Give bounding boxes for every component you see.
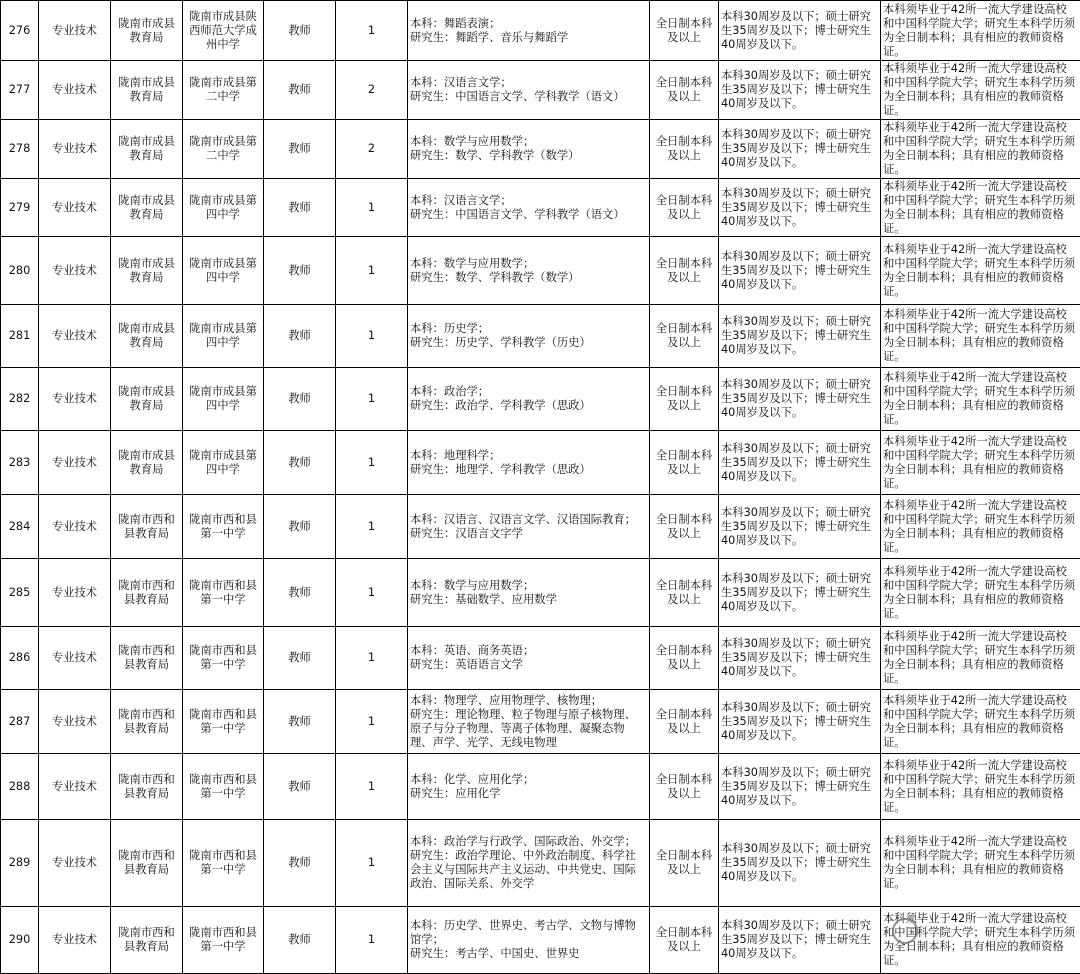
row-number: 282 [1, 368, 39, 431]
other-requirements: 本科须毕业于42所一流大学建设高校和中国科学院大学；研究生本科学历须为全日制本科；具有相应的教师资格证。 [881, 1, 1080, 61]
hiring-unit: 陇南市西和县第一中学 [183, 907, 264, 974]
age-requirement: 本科30周岁及以下；硕士研究生35周岁及以下；博士研究生40周岁及以下。 [719, 559, 881, 627]
table-row [1, 754, 1080, 820]
hiring-department: 陇南市成县教育局 [111, 237, 183, 305]
post-name: 教师 [264, 237, 336, 305]
other-requirements: 本科须毕业于42所一流大学建设高校和中国科学院大学；研究生本科学历须为全日制本科；具有相应的教师资格证。 [881, 559, 1080, 627]
table-row [1, 690, 1080, 754]
major-requirement: 本科：舞蹈表演； 研究生：舞蹈学、音乐与舞蹈学 [408, 1, 650, 61]
table-row [1, 368, 1080, 431]
hiring-unit: 陇南市成县陕西师范大学成州中学 [183, 1, 264, 61]
other-requirements: 本科须毕业于42所一流大学建设高校和中国科学院大学；研究生本科学历须为全日制本科；具有相应的教师资格证。 [881, 754, 1080, 820]
hiring-unit: 陇南市成县第四中学 [183, 368, 264, 431]
major-requirement: 本科：汉语言文学； 研究生：中国语言文学、学科教学（语文） [408, 179, 650, 237]
age-requirement: 本科30周岁及以下；硕士研究生35周岁及以下；博士研究生40周岁及以下。 [719, 237, 881, 305]
major-requirement: 本科：汉语言、汉语言文学、汉语国际教育； 研究生：汉语言文字学 [408, 495, 650, 559]
major-requirement: 本科：物理学、应用物理学、核物理； 研究生：理论物理、粒子物理与原子核物理、原子与分子物理、等离子体物理、凝聚态物理、声学、光学、无线电物理 [408, 690, 650, 754]
other-requirements: 本科须毕业于42所一流大学建设高校和中国科学院大学；研究生本科学历须为全日制本科；具有相应的教师资格证。 [881, 179, 1080, 237]
post-name: 教师 [264, 179, 336, 237]
post-name: 教师 [264, 820, 336, 907]
post-name: 教师 [264, 431, 336, 495]
education-requirement: 全日制本科及以上 [650, 237, 719, 305]
hiring-department: 陇南市成县教育局 [111, 305, 183, 368]
education-requirement: 全日制本科及以上 [650, 305, 719, 368]
post-category: 专业技术 [39, 368, 111, 431]
hiring-unit: 陇南市西和县第一中学 [183, 690, 264, 754]
major-requirement: 本科：地理科学； 研究生：地理学、学科教学（思政） [408, 431, 650, 495]
table-row [1, 495, 1080, 559]
hiring-department: 陇南市西和县教育局 [111, 820, 183, 907]
post-category: 专业技术 [39, 820, 111, 907]
row-number: 278 [1, 120, 39, 179]
post-category: 专业技术 [39, 305, 111, 368]
age-requirement: 本科30周岁及以下；硕士研究生35周岁及以下；博士研究生40周岁及以下。 [719, 179, 881, 237]
row-number: 276 [1, 1, 39, 61]
hiring-department: 陇南市西和县教育局 [111, 559, 183, 627]
hire-count: 2 [336, 61, 408, 120]
table-row [1, 820, 1080, 907]
age-requirement: 本科30周岁及以下；硕士研究生35周岁及以下；博士研究生40周岁及以下。 [719, 907, 881, 974]
age-requirement: 本科30周岁及以下；硕士研究生35周岁及以下；博士研究生40周岁及以下。 [719, 1, 881, 61]
table-row [1, 305, 1080, 368]
age-requirement: 本科30周岁及以下；硕士研究生35周岁及以下；博士研究生40周岁及以下。 [719, 120, 881, 179]
age-requirement: 本科30周岁及以下；硕士研究生35周岁及以下；博士研究生40周岁及以下。 [719, 690, 881, 754]
hiring-department: 陇南市西和县教育局 [111, 495, 183, 559]
table-row [1, 559, 1080, 627]
age-requirement: 本科30周岁及以下；硕士研究生35周岁及以下；博士研究生40周岁及以下。 [719, 495, 881, 559]
hiring-unit: 陇南市成县第四中学 [183, 431, 264, 495]
major-requirement: 本科：政治学； 研究生：政治学、学科教学（思政） [408, 368, 650, 431]
age-requirement: 本科30周岁及以下；硕士研究生35周岁及以下；博士研究生40周岁及以下。 [719, 431, 881, 495]
education-requirement: 全日制本科及以上 [650, 1, 719, 61]
table-row [1, 1, 1080, 61]
hiring-department: 陇南市西和县教育局 [111, 627, 183, 690]
major-requirement: 本科：数学与应用数学； 研究生：数学、学科教学（数学） [408, 237, 650, 305]
table-row [1, 179, 1080, 237]
major-requirement: 本科：数学与应用数学； 研究生：数学、学科教学（数学） [408, 120, 650, 179]
table-row [1, 61, 1080, 120]
age-requirement: 本科30周岁及以下；硕士研究生35周岁及以下；博士研究生40周岁及以下。 [719, 820, 881, 907]
post-category: 专业技术 [39, 61, 111, 120]
post-name: 教师 [264, 120, 336, 179]
age-requirement: 本科30周岁及以下；硕士研究生35周岁及以下；博士研究生40周岁及以下。 [719, 368, 881, 431]
other-requirements: 本科须毕业于42所一流大学建设高校和中国科学院大学；研究生本科学历须为全日制本科；具有相应的教师资格证。 [881, 495, 1080, 559]
major-requirement: 本科：政治学与行政学、国际政治、外交学； 研究生：政治学理论、中外政治制度、科学社会主义与国际共产主义运动、中共党史、国际政治、国际关系、外交学 [408, 820, 650, 907]
hire-count: 1 [336, 754, 408, 820]
education-requirement: 全日制本科及以上 [650, 907, 719, 974]
row-number: 284 [1, 495, 39, 559]
post-category: 专业技术 [39, 907, 111, 974]
post-category: 专业技术 [39, 495, 111, 559]
other-requirements: 本科须毕业于42所一流大学建设高校和中国科学院大学；研究生本科学历须为全日制本科；具有相应的教师资格证。 [881, 61, 1080, 120]
hiring-unit: 陇南市成县第二中学 [183, 61, 264, 120]
row-number: 281 [1, 305, 39, 368]
education-requirement: 全日制本科及以上 [650, 120, 719, 179]
post-name: 教师 [264, 495, 336, 559]
post-category: 专业技术 [39, 559, 111, 627]
hire-count: 1 [336, 820, 408, 907]
major-requirement: 本科：英语、商务英语； 研究生：英语语言文学 [408, 627, 650, 690]
hire-count: 1 [336, 368, 408, 431]
hiring-unit: 陇南市成县第四中学 [183, 179, 264, 237]
hire-count: 1 [336, 495, 408, 559]
post-name: 教师 [264, 690, 336, 754]
education-requirement: 全日制本科及以上 [650, 627, 719, 690]
education-requirement: 全日制本科及以上 [650, 820, 719, 907]
post-name: 教师 [264, 305, 336, 368]
other-requirements: 本科须毕业于42所一流大学建设高校和中国科学院大学；研究生本科学历须为全日制本科；具有相应的教师资格证。 [881, 627, 1080, 690]
hiring-unit: 陇南市西和县第一中学 [183, 559, 264, 627]
age-requirement: 本科30周岁及以下；硕士研究生35周岁及以下；博士研究生40周岁及以下。 [719, 754, 881, 820]
post-category: 专业技术 [39, 431, 111, 495]
table-row [1, 237, 1080, 305]
row-number: 286 [1, 627, 39, 690]
hiring-unit: 陇南市成县第四中学 [183, 305, 264, 368]
post-name: 教师 [264, 559, 336, 627]
hiring-department: 陇南市成县教育局 [111, 120, 183, 179]
other-requirements: 本科须毕业于42所一流大学建设高校和中国科学院大学；研究生本科学历须为全日制本科；具有相应的教师资格证。 [881, 237, 1080, 305]
post-category: 专业技术 [39, 179, 111, 237]
hiring-unit: 陇南市西和县第一中学 [183, 820, 264, 907]
other-requirements: 本科须毕业于42所一流大学建设高校和中国科学院大学；研究生本科学历须为全日制本科；具有相应的教师资格证。 [881, 368, 1080, 431]
hire-count: 1 [336, 305, 408, 368]
row-number: 280 [1, 237, 39, 305]
education-requirement: 全日制本科及以上 [650, 431, 719, 495]
major-requirement: 本科：历史学、世界史、考古学、文物与博物馆学； 研究生：考古学、中国史、世界史 [408, 907, 650, 974]
row-number: 285 [1, 559, 39, 627]
age-requirement: 本科30周岁及以下；硕士研究生35周岁及以下；博士研究生40周岁及以下。 [719, 627, 881, 690]
row-number: 287 [1, 690, 39, 754]
hiring-department: 陇南市成县教育局 [111, 1, 183, 61]
post-category: 专业技术 [39, 237, 111, 305]
hire-count: 2 [336, 120, 408, 179]
hiring-department: 陇南市成县教育局 [111, 368, 183, 431]
table-row [1, 120, 1080, 179]
other-requirements: 本科须毕业于42所一流大学建设高校和中国科学院大学；研究生本科学历须为全日制本科；具有相应的教师资格证。 [881, 120, 1080, 179]
row-number: 290 [1, 907, 39, 974]
row-number: 288 [1, 754, 39, 820]
major-requirement: 本科：化学、应用化学； 研究生：应用化学 [408, 754, 650, 820]
education-requirement: 全日制本科及以上 [650, 179, 719, 237]
hire-count: 1 [336, 690, 408, 754]
hiring-department: 陇南市西和县教育局 [111, 907, 183, 974]
education-requirement: 全日制本科及以上 [650, 690, 719, 754]
hiring-unit: 陇南市成县第四中学 [183, 237, 264, 305]
hiring-department: 陇南市成县教育局 [111, 431, 183, 495]
hiring-department: 陇南市成县教育局 [111, 61, 183, 120]
post-name: 教师 [264, 907, 336, 974]
row-number: 279 [1, 179, 39, 237]
post-category: 专业技术 [39, 627, 111, 690]
hire-count: 1 [336, 431, 408, 495]
hire-count: 1 [336, 237, 408, 305]
other-requirements: 本科须毕业于42所一流大学建设高校和中国科学院大学；研究生本科学历须为全日制本科；具有相应的教师资格证。 [881, 305, 1080, 368]
education-requirement: 全日制本科及以上 [650, 61, 719, 120]
post-category: 专业技术 [39, 120, 111, 179]
hiring-department: 陇南市西和县教育局 [111, 690, 183, 754]
hiring-unit: 陇南市西和县第一中学 [183, 754, 264, 820]
row-number: 289 [1, 820, 39, 907]
table-row [1, 627, 1080, 690]
table-row [1, 907, 1080, 974]
post-category: 专业技术 [39, 1, 111, 61]
education-requirement: 全日制本科及以上 [650, 559, 719, 627]
post-name: 教师 [264, 1, 336, 61]
education-requirement: 全日制本科及以上 [650, 754, 719, 820]
other-requirements: 本科须毕业于42所一流大学建设高校和中国科学院大学；研究生本科学历须为全日制本科；具有相应的教师资格证。 [881, 690, 1080, 754]
post-category: 专业技术 [39, 690, 111, 754]
other-requirements: 本科须毕业于42所一流大学建设高校和中国科学院大学；研究生本科学历须为全日制本科；具有相应的教师资格证。 [881, 820, 1080, 907]
post-name: 教师 [264, 61, 336, 120]
other-requirements: 本科须毕业于42所一流大学建设高校和中国科学院大学；研究生本科学历须为全日制本科；具有相应的教师资格证。 [881, 907, 1080, 974]
hire-count: 1 [336, 179, 408, 237]
hire-count: 1 [336, 1, 408, 61]
post-name: 教师 [264, 754, 336, 820]
row-number: 283 [1, 431, 39, 495]
other-requirements: 本科须毕业于42所一流大学建设高校和中国科学院大学；研究生本科学历须为全日制本科；具有相应的教师资格证。 [881, 431, 1080, 495]
row-number: 277 [1, 61, 39, 120]
major-requirement: 本科：数学与应用数学； 研究生：基础数学、应用数学 [408, 559, 650, 627]
hiring-unit: 陇南市西和县第一中学 [183, 627, 264, 690]
hiring-department: 陇南市西和县教育局 [111, 754, 183, 820]
major-requirement: 本科：汉语言文学； 研究生：中国语言文学、学科教学（语文） [408, 61, 650, 120]
age-requirement: 本科30周岁及以下；硕士研究生35周岁及以下；博士研究生40周岁及以下。 [719, 305, 881, 368]
education-requirement: 全日制本科及以上 [650, 368, 719, 431]
hiring-department: 陇南市成县教育局 [111, 179, 183, 237]
hiring-unit: 陇南市西和县第一中学 [183, 495, 264, 559]
hire-count: 1 [336, 907, 408, 974]
hire-count: 1 [336, 559, 408, 627]
post-name: 教师 [264, 368, 336, 431]
major-requirement: 本科：历史学； 研究生：历史学、学科教学（历史） [408, 305, 650, 368]
post-category: 专业技术 [39, 754, 111, 820]
table-row [1, 431, 1080, 495]
hire-count: 1 [336, 627, 408, 690]
hiring-unit: 陇南市成县第二中学 [183, 120, 264, 179]
education-requirement: 全日制本科及以上 [650, 495, 719, 559]
post-name: 教师 [264, 627, 336, 690]
age-requirement: 本科30周岁及以下；硕士研究生35周岁及以下；博士研究生40周岁及以下。 [719, 61, 881, 120]
